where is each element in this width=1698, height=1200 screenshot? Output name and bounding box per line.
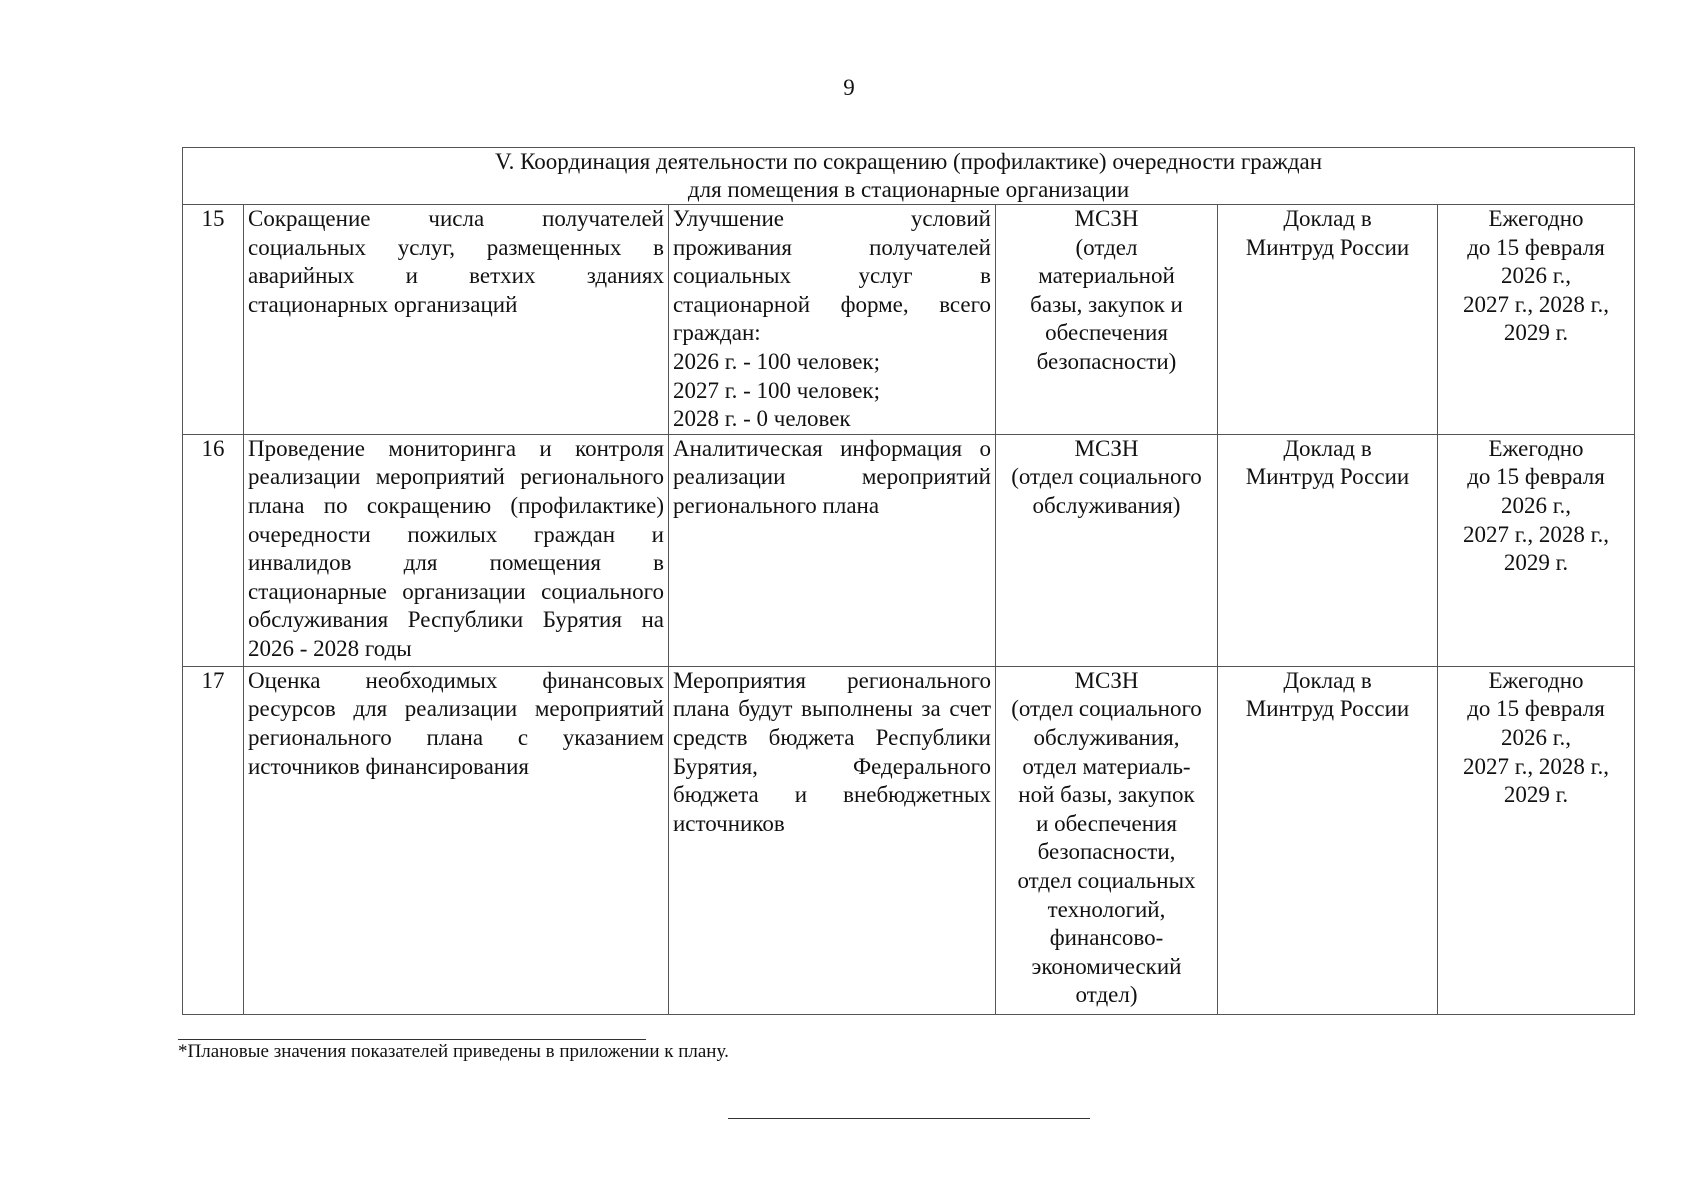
footnote: *Плановые значения показателей приведены в приложении к плану. xyxy=(178,1041,729,1062)
row-number: 16 xyxy=(183,434,244,666)
activity-cell: Проведение мониторинга и контроля реализации мероприятий регионального плана по сокращению (профилактике) очередности пожилых граждан и инвалидов для помещения в стационарные организации социального обслуживания Республики Бурятия на 2026 - 2028 годы xyxy=(244,434,669,666)
table-row xyxy=(183,666,1635,1014)
page-number: 9 xyxy=(843,75,855,100)
executor-cell: МСЗН (отдел социального обслуживания, отдел материаль- ной базы, закупок и обеспечения безопасности, отдел социальных технологий, финансово- экономический отдел) xyxy=(996,666,1218,1014)
report-cell: Доклад в Минтруд России xyxy=(1218,434,1438,666)
section-header-row xyxy=(183,148,1635,205)
deadline-cell: Ежегодно до 15 февраля 2026 г., 2027 г., 2028 г., 2029 г. xyxy=(1438,205,1635,435)
result-cell: Улучшение условий проживания получателей социальных услуг в стационарной форме, всего граждан: 2026 г. - 100 человек; 2027 г. - 100 человек; 2028 г. - 0 человек xyxy=(669,205,996,435)
section-title-line-2: для помещения в стационарные организации xyxy=(687,177,1130,202)
activity-cell: Сокращение числа получателей социальных услуг, размещенных в аварийных и ветхих зданиях стационарных организаций xyxy=(244,205,669,435)
executor-cell: МСЗН (отдел социального обслуживания) xyxy=(996,434,1218,666)
table-row xyxy=(183,205,1635,435)
row-number: 17 xyxy=(183,666,244,1014)
document-end-line xyxy=(728,1118,1090,1119)
report-cell: Доклад в Минтруд России xyxy=(1218,666,1438,1014)
deadline-cell: Ежегодно до 15 февраля 2026 г., 2027 г., 2028 г., 2029 г. xyxy=(1438,666,1635,1014)
deadline-cell: Ежегодно до 15 февраля 2026 г., 2027 г., 2028 г., 2029 г. xyxy=(1438,434,1635,666)
row-number: 15 xyxy=(183,205,244,435)
result-cell: Мероприятия регионального плана будут выполнены за счет средств бюджета Республики Бурятия, Федерального бюджета и внебюджетных источников xyxy=(669,666,996,1014)
section-title-line-1: V. Координация деятельности по сокращению (профилактике) очередности граждан xyxy=(494,149,1323,174)
table-row xyxy=(183,434,1635,666)
section-title xyxy=(183,148,1635,205)
executor-cell: МСЗН (отдел материальной базы, закупок и обеспечения безопасности) xyxy=(996,205,1218,435)
result-cell: Аналитическая информация о реализации мероприятий регионального плана xyxy=(669,434,996,666)
plan-table xyxy=(182,147,1635,1015)
activity-cell: Оценка необходимых финансовых ресурсов для реализации мероприятий регионального плана с указанием источников финансирования xyxy=(244,666,669,1014)
report-cell: Доклад в Минтруд России xyxy=(1218,205,1438,435)
